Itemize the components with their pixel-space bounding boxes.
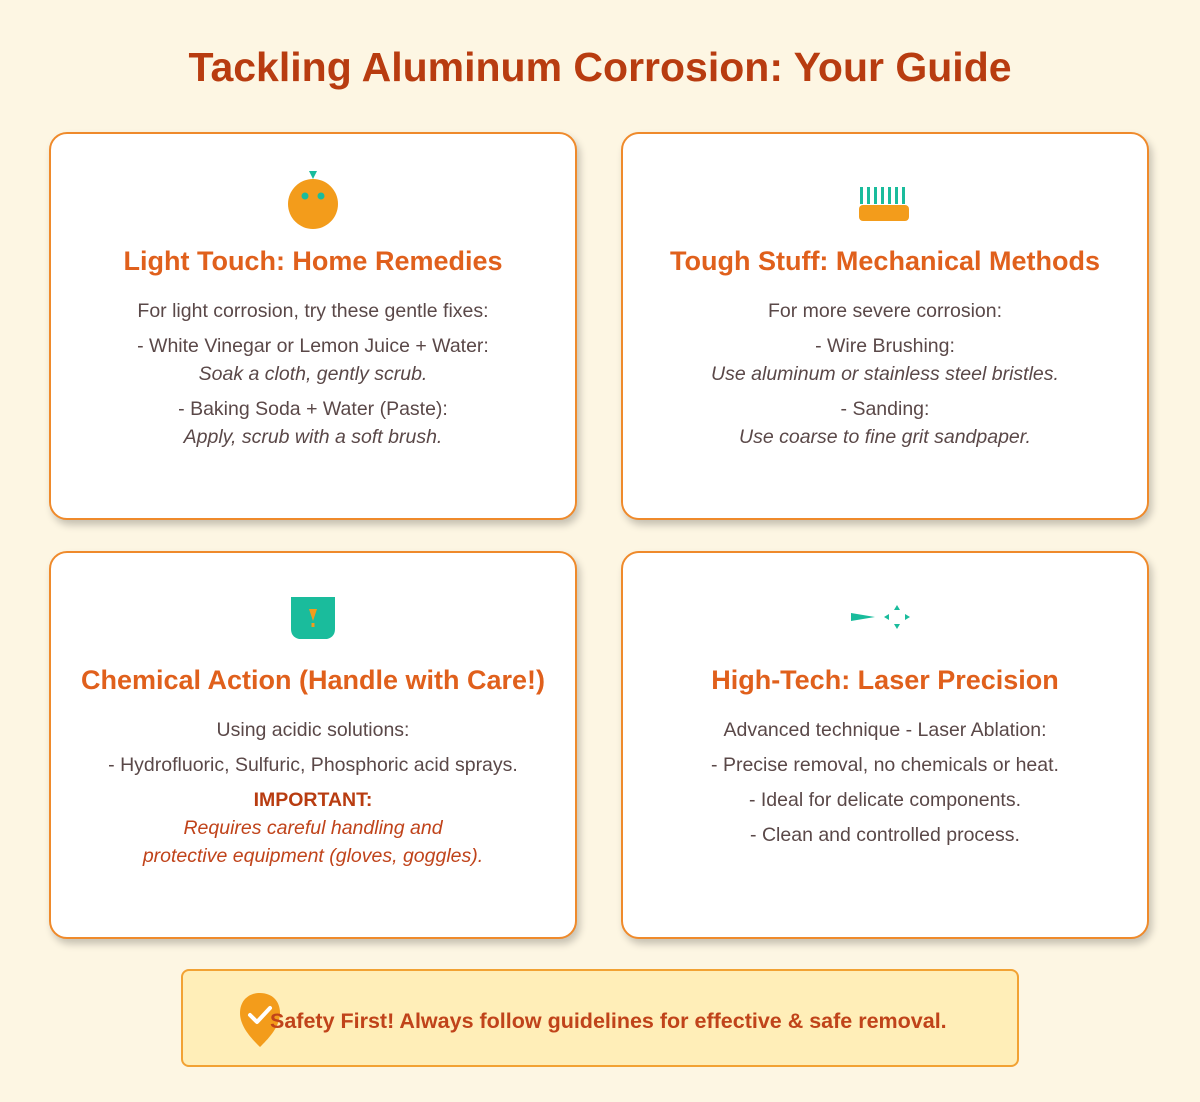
acid-item: - Hydrofluoric, Sulfuric, Phosphoric acid sprays. [108,754,518,776]
laser-icon [623,589,1147,651]
laser-item: - Clean and controlled process. [750,824,1020,846]
chemical-warning-icon [51,589,575,651]
card-home-remedies [49,132,577,520]
card-intro: For light corrosion, try these gentle fixes: [137,300,489,322]
remedy-detail: Soak a cloth, gently scrub. [198,363,428,385]
method-item [623,395,1147,451]
card-body [623,716,1147,856]
warning-text: Requires careful handling and [183,817,443,839]
card-heading: Chemical Action (Handle with Care!) [80,665,546,695]
method-detail: Use coarse to fine grit sandpaper. [739,426,1031,448]
important-label: IMPORTANT: [253,789,373,811]
remedy-item [51,395,575,451]
brush-icon [623,170,1147,232]
important-note [51,786,575,870]
card-intro: For more severe corrosion: [767,300,1003,322]
page-title: Tackling Aluminum Corrosion: Your Guide [188,44,1012,90]
laser-item: - Ideal for delicate components. [748,789,1022,811]
method-item [623,332,1147,388]
card-intro: Using acidic solutions: [216,719,410,741]
card-heading: Light Touch: Home Remedies [123,246,503,276]
laser-item: - Precise removal, no chemicals or heat. [711,754,1059,776]
orange-fruit-icon [51,170,575,232]
card-heading: High-Tech: Laser Precision [711,665,1059,695]
card-body [623,297,1147,458]
remedy-detail: Apply, scrub with a soft brush. [183,426,443,448]
remedy-name: - Baking Soda + Water (Paste): [178,398,448,420]
warning-text: protective equipment (gloves, goggles). [142,845,484,867]
safety-message: Safety First! Always follow guidelines for effective & safe removal. [270,1009,947,1033]
method-detail: Use aluminum or stainless steel bristles. [711,363,1059,385]
card-laser-precision [621,551,1149,939]
card-body [51,297,575,458]
remedy-item [51,332,575,388]
method-name: - Sanding: [840,398,930,420]
method-name: - Wire Brushing: [815,335,955,357]
card-chemical-action [49,551,577,939]
card-intro: Advanced technique - Laser Ablation: [723,719,1047,741]
card-body [51,716,575,877]
card-heading: Tough Stuff: Mechanical Methods [670,246,1100,276]
safety-banner [181,969,1019,1067]
card-mechanical-methods [621,132,1149,520]
remedy-name: - White Vinegar or Lemon Juice + Water: [137,335,489,357]
